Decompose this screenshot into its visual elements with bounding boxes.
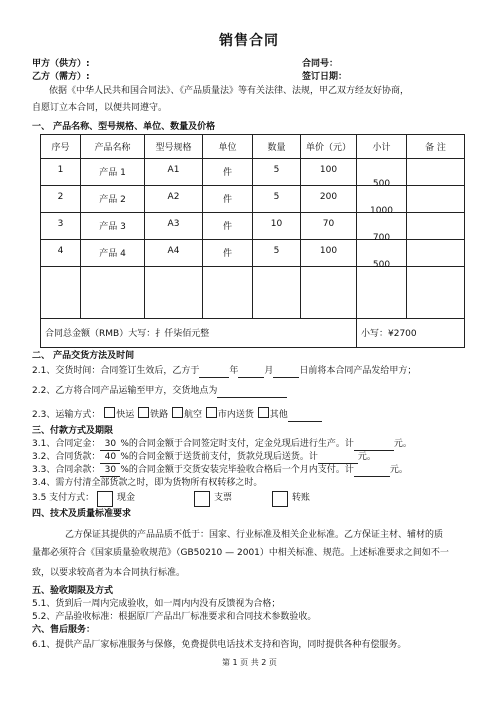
acceptance-line-1: 5.1、货到后一周内完成验收，如一周内内没有反馈视为合格； xyxy=(32,599,281,609)
cell-subtotal xyxy=(357,239,407,270)
pay-option-cash: 现金 xyxy=(117,493,136,503)
cell-qty: 5 xyxy=(253,159,301,186)
cell-price: 200 xyxy=(301,186,357,213)
table-row-empty xyxy=(41,266,465,318)
sign-date-label: 签订日期： xyxy=(302,72,348,82)
cell-subtotal xyxy=(357,159,407,190)
cell-price: 100 xyxy=(301,159,357,186)
pay-option-transfer: 转账 xyxy=(292,493,311,503)
pay-option-check: 支票 xyxy=(214,493,233,503)
header-model: 型号规格 xyxy=(145,135,203,159)
header-remark: 备 注 xyxy=(407,135,465,159)
cell-price: 100 xyxy=(301,239,357,266)
cell-no: 4 xyxy=(41,239,81,266)
month-blank xyxy=(238,366,264,378)
table-row xyxy=(41,239,465,266)
checkbox-local-delivery[interactable] xyxy=(206,407,217,418)
document-title: 销售合同 xyxy=(219,33,279,49)
checkbox-air[interactable] xyxy=(172,407,183,418)
delivery-place-line: 2.2、乙方将合同产品运输至甲方，交货地点为 xyxy=(32,386,287,398)
delivery-place-blank xyxy=(217,386,287,398)
cell-name: 产品 3 xyxy=(81,212,145,239)
total-amount-lower: 小写：¥2700 xyxy=(357,318,465,347)
cell-unit: 件 xyxy=(203,212,253,239)
section-6-heading: 六、售后服务： xyxy=(32,625,96,635)
payment-goods-line: 3.2、合同货款： 40 %的合同金额于送货前支付，货款兑现后送货。计 元。 xyxy=(32,452,376,462)
cell-remark xyxy=(407,212,465,239)
cell-model: A1 xyxy=(145,159,203,186)
cell-no: 2 xyxy=(41,186,81,213)
header-no: 序号 xyxy=(41,135,81,159)
checkbox-other[interactable] xyxy=(258,407,269,418)
other-blank xyxy=(288,410,322,422)
contract-no-label: 合同号： xyxy=(302,59,339,69)
day-blank xyxy=(273,366,299,378)
payment-balance-line: 3.3、合同余款： 30 %的合同金额于交货安装完毕验收合格后一个月内支付。计 元。 xyxy=(32,465,408,475)
header-price: 单价（元） xyxy=(301,135,357,159)
checkbox-cash[interactable] xyxy=(97,491,113,507)
cell-model: A4 xyxy=(145,239,203,266)
payment-method-label: 3.5 支付方式： xyxy=(32,493,95,503)
cell-name: 产品 2 xyxy=(81,186,145,213)
intro-line-1: 依据《中华人民共和国合同法》、《产品质量法》等有关法律、法规，甲乙双方经友好协商， xyxy=(49,86,410,96)
acceptance-line-2: 5.2、产品验收标准：根据原厂产品出厂标准要求和合同技术参数验收。 xyxy=(32,612,317,622)
cell-qty: 5 xyxy=(253,186,301,213)
cell-model: A3 xyxy=(145,212,203,239)
cell-no: 1 xyxy=(41,159,81,186)
ownership-line: 3.4、需方付清全部货款之时，即为货物所有权转移之时。 xyxy=(32,478,263,488)
payment-deposit-line: 3.1、合同定金： 30 %的合同金额于合同签定时支付，定金兑现后进行生产。计 元。 xyxy=(32,439,412,449)
party-a-label: 甲方（供方）: xyxy=(32,59,90,69)
cell-remark xyxy=(407,186,465,213)
header-name: 产品名称 xyxy=(81,135,145,159)
cell-name: 产品 4 xyxy=(81,239,145,266)
header-unit: 单位 xyxy=(203,135,253,159)
header-qty: 数量 xyxy=(253,135,301,159)
table-row xyxy=(41,186,465,213)
intro-line-2: 自愿订立本合同，以便共同遵守。 xyxy=(32,103,168,113)
subtotal-value: 500 xyxy=(372,179,391,190)
header-subtotal: 小计 xyxy=(357,135,407,159)
cell-remark xyxy=(407,159,465,186)
cell-remark xyxy=(407,239,465,266)
cell-unit: 件 xyxy=(203,186,253,213)
subtotal-value: 700 xyxy=(372,232,391,243)
transport-line: 2.3、运输方式： 快运 铁路 航空 市内送货 其他 xyxy=(32,407,322,422)
cell-price: 70 xyxy=(301,212,357,239)
quality-line-1: 乙方保证其提供的产品品质不低于：国家、行业标准及相关企业标准。乙方保证主材、辅材的质 xyxy=(65,530,444,540)
cell-subtotal xyxy=(357,186,407,217)
section-2-heading: 二、 产品交货方法及时间 xyxy=(32,351,135,361)
party-b-label: 乙方（需方）: xyxy=(32,72,90,82)
total-amount-upper: 合同总金额（RMB）大写：扌仟柒佰元整 xyxy=(41,318,357,347)
quality-line-2: 量都必须符合《国家质量验收规范》（GB50210 — 2001）中相关标准、规范。上述标准要求之间如不一 xyxy=(32,548,449,558)
cell-qty: 5 xyxy=(253,239,301,266)
checkbox-express[interactable] xyxy=(104,407,115,418)
section-5-heading: 五、验收期限及方式 xyxy=(32,586,114,596)
table-header-row xyxy=(41,135,465,159)
delivery-time-line: 2.1、交货时间：合同签订生效后，乙方于 年 月 日前将本合同产品发给甲方； xyxy=(32,366,417,376)
year-blank xyxy=(199,366,229,378)
quality-line-3: 致，以要求较高者为本合同执行标准。 xyxy=(32,568,186,578)
checkbox-check[interactable] xyxy=(194,491,210,507)
table-total-row xyxy=(41,318,465,347)
section-4-heading: 四、技术及质量标准要求 xyxy=(32,509,132,519)
table-row xyxy=(41,212,465,239)
section-1-heading: 一、 产品名称、型号规格、单位、数量及价格 xyxy=(32,122,216,132)
service-line-1: 6.1、提供产品厂家标准服务与保修，免费提供电话技术支持和咨询，同时提供各种有偿服务。 xyxy=(32,640,407,650)
checkbox-transfer[interactable] xyxy=(272,491,288,507)
cell-subtotal xyxy=(357,212,407,243)
cell-unit: 件 xyxy=(203,159,253,186)
cell-name: 产品 1 xyxy=(81,159,145,186)
cell-unit: 件 xyxy=(203,239,253,266)
section-3-heading: 三、付款方式及期限 xyxy=(32,426,114,436)
checkbox-railway[interactable] xyxy=(138,407,149,418)
cell-model: A2 xyxy=(145,186,203,213)
subtotal-value: 1000 xyxy=(370,206,393,217)
product-table xyxy=(40,134,465,348)
page-footer: 第 1 页 共 2 页 xyxy=(222,658,277,667)
table-row xyxy=(41,159,465,186)
subtotal-value: 500 xyxy=(372,259,391,270)
cell-qty: 10 xyxy=(253,212,301,239)
cell-no: 3 xyxy=(41,212,81,239)
